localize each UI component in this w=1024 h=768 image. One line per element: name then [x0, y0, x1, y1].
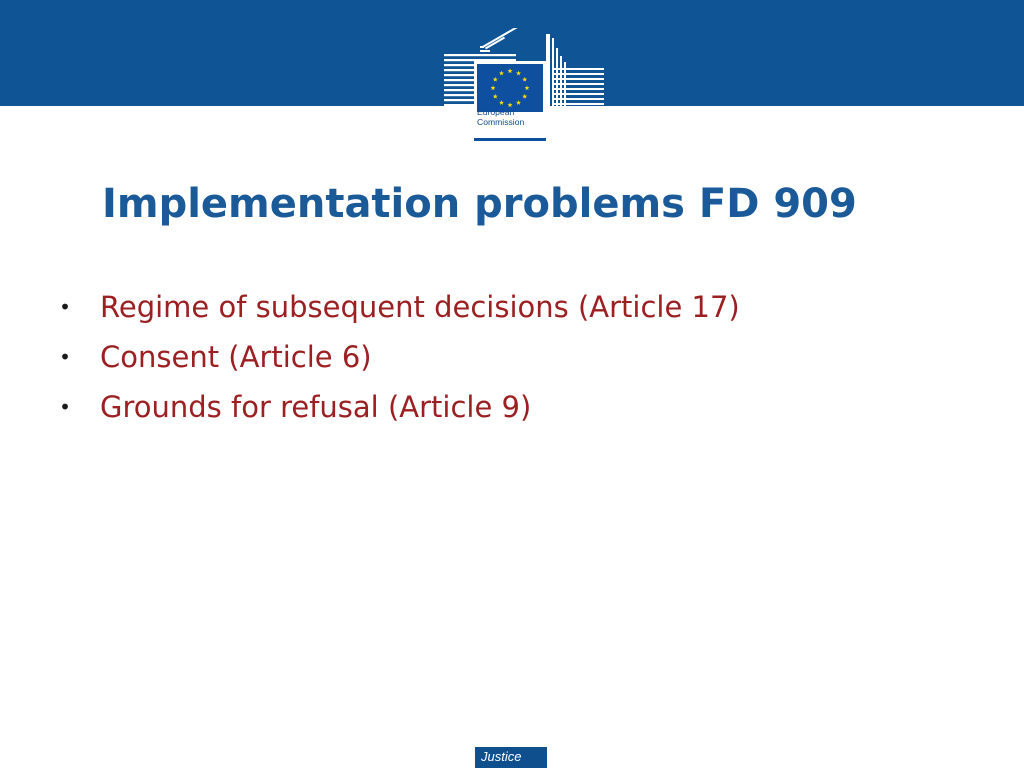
- logo-caption-line1: European: [477, 107, 515, 117]
- logo-caption-line2: Commission: [477, 117, 525, 127]
- slide-title: Implementation problems FD 909: [102, 181, 857, 227]
- european-commission-logo: [440, 28, 606, 144]
- bullet-item: [58, 282, 740, 332]
- bullet-text: Grounds for refusal (Article 9): [100, 390, 532, 424]
- bullet-item: [58, 332, 740, 382]
- bullet-item: [58, 382, 740, 432]
- bullet-marker: •: [59, 295, 71, 319]
- logo-caption: [477, 107, 547, 127]
- bullet-marker: •: [59, 395, 71, 419]
- bullet-text: Regime of subsequent decisions (Article 17): [100, 290, 740, 324]
- bullet-list: [58, 282, 740, 432]
- bullet-text: Consent (Article 6): [100, 340, 372, 374]
- justice-badge: Justice: [475, 744, 547, 768]
- bullet-marker: •: [59, 345, 71, 369]
